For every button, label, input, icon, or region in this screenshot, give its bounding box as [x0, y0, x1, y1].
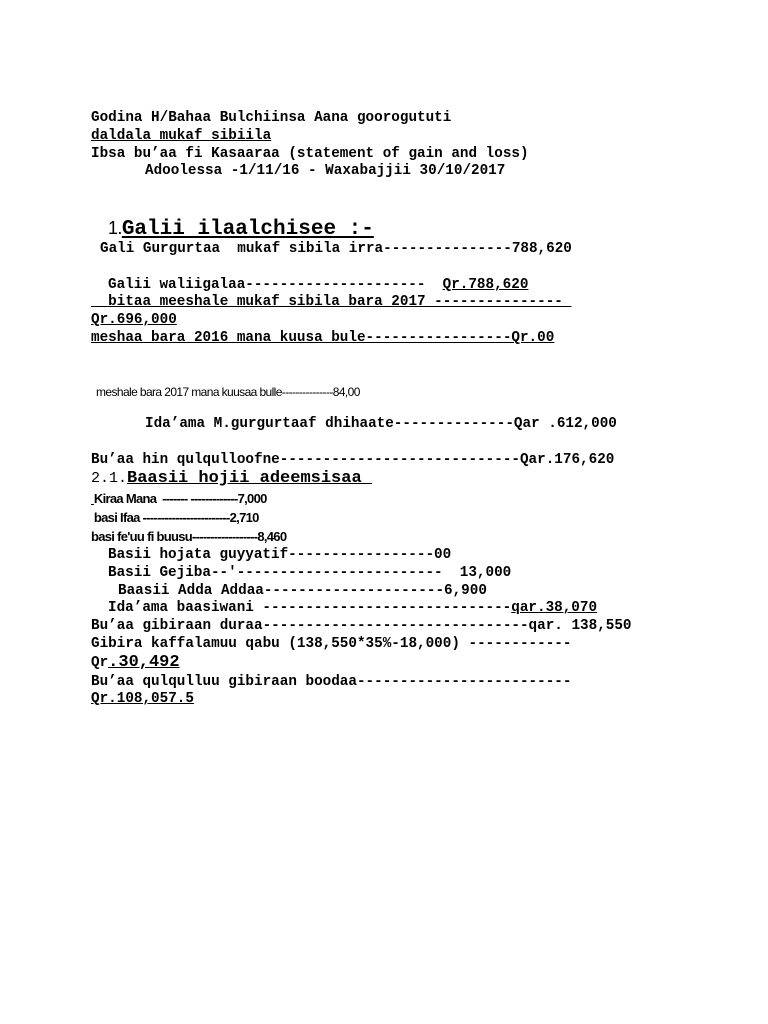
purchase-line: bitaa meeshale mukaf sibila bara 2017 --------------- [91, 294, 572, 310]
misc-expense-line: Baasii Adda Addaa---------------------6,900 [118, 583, 487, 599]
opening-stock-line: meshaa bara 2016 mana kuusa bule-----------------Qr.00 [91, 330, 555, 346]
power-line: basi Ifaa ------------------------2,710 [91, 510, 259, 525]
header-statement-title: Ibsa bu’aa fi Kasaaraa (statement of gain and loss) [91, 146, 529, 162]
total-income-line [108, 276, 528, 294]
total-expense-value: qar.38,070 [511, 600, 598, 616]
total-income-value: Qr.788,620 [442, 277, 529, 293]
section2-number: 2.1. [91, 470, 128, 487]
tax-value-line [91, 653, 180, 673]
tax-prefix: Qr [91, 655, 109, 671]
total-income-label: Galii waliigalaa--------------------- [108, 277, 443, 293]
section2-heading [91, 469, 372, 489]
tax-line: Gibira kaffalamuu qabu (138,550*35%-18,000) ------------ [91, 636, 572, 652]
gross-gain-line: Bu’aa hin qulqulloofne----------------------------Qar.176,620 [91, 452, 615, 468]
total-expense-label: Ida’ama baasiwani ----------------------------- [108, 600, 512, 616]
cost-of-sales-line: Ida’ama M.gurgurtaaf dhihaate--------------Qar .612,000 [145, 416, 617, 432]
daily-worker-line: Basii hojata guyyatif-----------------00 [108, 547, 452, 563]
rent-line [91, 490, 267, 508]
purchase-value: Qr.696,000 [91, 312, 177, 328]
rent-text: Kiraa Mana ------- -------------7,000 [93, 491, 267, 506]
transport-line: basi fe'uu fi buusu------------------8,460 [91, 529, 287, 544]
net-gain-line: Bu’aa qulqulluu gibiraan boodaa------------------------- [91, 674, 572, 690]
section1-number: 1. [108, 218, 122, 238]
header-period: Adoolessa -1/11/16 - Waxabajjii 30/10/2017 [145, 163, 506, 179]
section1-title: Galii ilaalchisee :- [121, 218, 374, 241]
tax-value: .30,492 [108, 653, 180, 672]
sales-line: Gali Gurgurtaa mukaf sibila irra---------------788,620 [100, 241, 572, 257]
closing-stock-line: meshale bara 2017 mana kuusaa bulle---------------84,00 [96, 385, 360, 399]
net-gain-value: Qr.108,057.5 [91, 691, 194, 707]
guard-line: Basii Gejiba--'------------------------ 13,000 [108, 565, 512, 581]
pretax-gain-line: Bu’aa gibiraan duraa-------------------------------qar. 138,550 [91, 618, 632, 634]
header-title: Godina H/Bahaa Bulchiinsa Aana goorogututi [91, 110, 452, 126]
header-business-name: daldala mukaf sibiila [91, 128, 272, 144]
section2-title: Baasii hojii adeemsisaa [127, 469, 372, 488]
total-expense-line [108, 599, 597, 617]
